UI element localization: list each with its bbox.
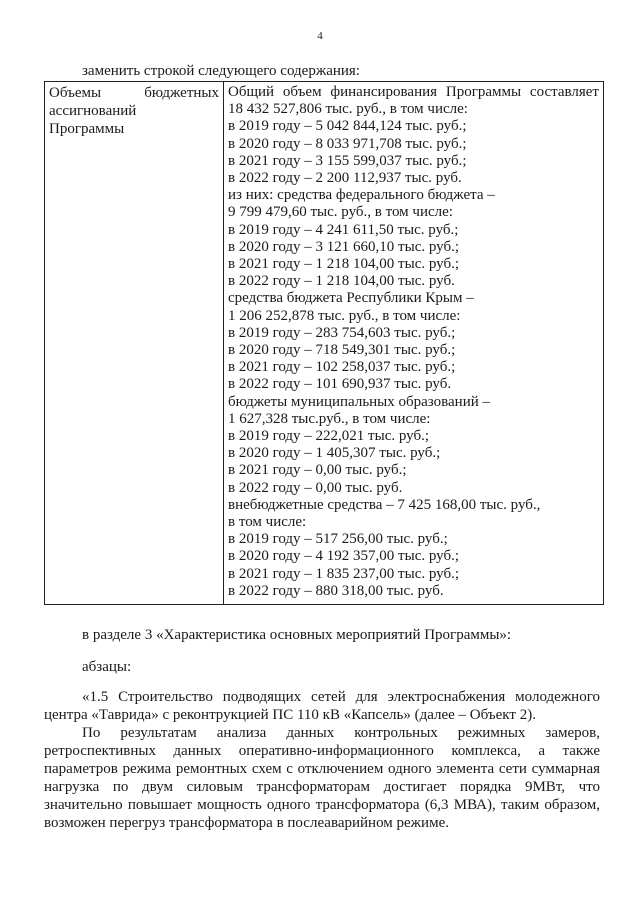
label-line-3: Программы <box>49 121 125 137</box>
funding-line: внебюджетные средства – 7 425 168,00 тыс. руб., <box>228 496 541 513</box>
funding-label-cell <box>45 82 224 605</box>
funding-line: в 2022 году – 1 218 104,00 тыс. руб. <box>228 273 455 290</box>
funding-line: в 2022 году – 880 318,00 тыс. руб. <box>228 582 444 599</box>
label-line-2: ассигнований <box>49 103 137 119</box>
funding-line: Общий объем финансирования Программы составляет <box>228 84 599 100</box>
funding-line: в 2022 году – 0,00 тыс. руб. <box>228 479 403 496</box>
funding-content-cell <box>224 82 604 605</box>
funding-line: в 2021 году – 3 155 599,037 тыс. руб.; <box>228 152 467 169</box>
paragraph-1: «1.5 Строительство подводящих сетей для электроснабжения молодежного центра «Таврида» с реконтрукцией ПС 110 кВ «Капсель» (далее – Объект 2). <box>44 689 600 723</box>
funding-line: в 2022 году – 101 690,937 тыс. руб. <box>228 376 452 393</box>
funding-line: в 2021 году – 1 835 237,00 тыс. руб.; <box>228 565 460 582</box>
section-heading-text: в разделе 3 «Характеристика основных мероприятий Программы»: <box>82 627 512 643</box>
funding-line: в 2020 году – 8 033 971,708 тыс. руб.; <box>228 135 467 152</box>
funding-line: бюджеты муниципальных образований – <box>228 393 491 410</box>
funding-line: в 2021 году – 102 258,037 тыс. руб.; <box>228 359 456 376</box>
funding-line: в 2020 году – 1 405,307 тыс. руб.; <box>228 445 441 462</box>
funding-line: в том числе: <box>228 514 307 531</box>
funding-line: в 2019 году – 5 042 844,124 тыс. руб.; <box>228 118 467 135</box>
funding-line: 9 799 479,60 тыс. руб., в том числе: <box>228 204 453 221</box>
intro-text: заменить строкой следующего содержания: <box>82 63 360 79</box>
label-line-1 <box>49 84 219 102</box>
funding-line: в 2020 году – 3 121 660,10 тыс. руб.; <box>228 238 460 255</box>
paragraph-2: По результатам анализа данных контрольных режимных замеров, ретроспективных данных оперативно-информационного комплекса, а также параметров режима ремонтных схем с отключением одного элемента сети суммарная нагрузка по двум силовым трансформаторам достигает порядка 9МВт, что значительно повышает мощность одного трансформатора (6,3 МВА), таким образом, возможен перегруз трансформатора в послеаварийном режиме. <box>44 725 600 831</box>
funding-line: 1 627,328 тыс.руб., в том числе: <box>228 410 431 427</box>
funding-line: в 2021 году – 0,00 тыс. руб.; <box>228 462 407 479</box>
funding-line: средства бюджета Республики Крым – <box>228 290 474 307</box>
funding-table <box>44 81 604 605</box>
label-word-budget: бюджетных <box>144 85 219 101</box>
funding-line: в 2022 году – 2 200 112,937 тыс. руб. <box>228 170 462 187</box>
label-word-objemy: Объемы <box>49 85 102 101</box>
body-text <box>44 688 600 832</box>
funding-line: в 2019 году – 517 256,00 тыс. руб.; <box>228 531 448 548</box>
funding-table-row <box>45 82 604 605</box>
paragraphs-label: абзацы: <box>82 659 132 675</box>
funding-line: в 2019 году – 283 754,603 тыс. руб.; <box>228 324 456 341</box>
funding-line: из них: средства федерального бюджета – <box>228 187 495 204</box>
funding-line: в 2020 году – 4 192 357,00 тыс. руб.; <box>228 548 460 565</box>
funding-line: в 2019 году – 222,021 тыс. руб.; <box>228 428 430 445</box>
funding-line: в 2019 году – 4 241 611,50 тыс. руб.; <box>228 221 459 238</box>
page-number: 4 <box>317 30 323 42</box>
funding-line: 1 206 252,878 тыс. руб., в том числе: <box>228 307 461 324</box>
funding-line: в 2021 году – 1 218 104,00 тыс. руб.; <box>228 256 460 273</box>
funding-line: 18 432 527,806 тыс. руб., в том числе: <box>228 101 468 118</box>
funding-line: в 2020 году – 718 549,301 тыс. руб.; <box>228 342 456 359</box>
